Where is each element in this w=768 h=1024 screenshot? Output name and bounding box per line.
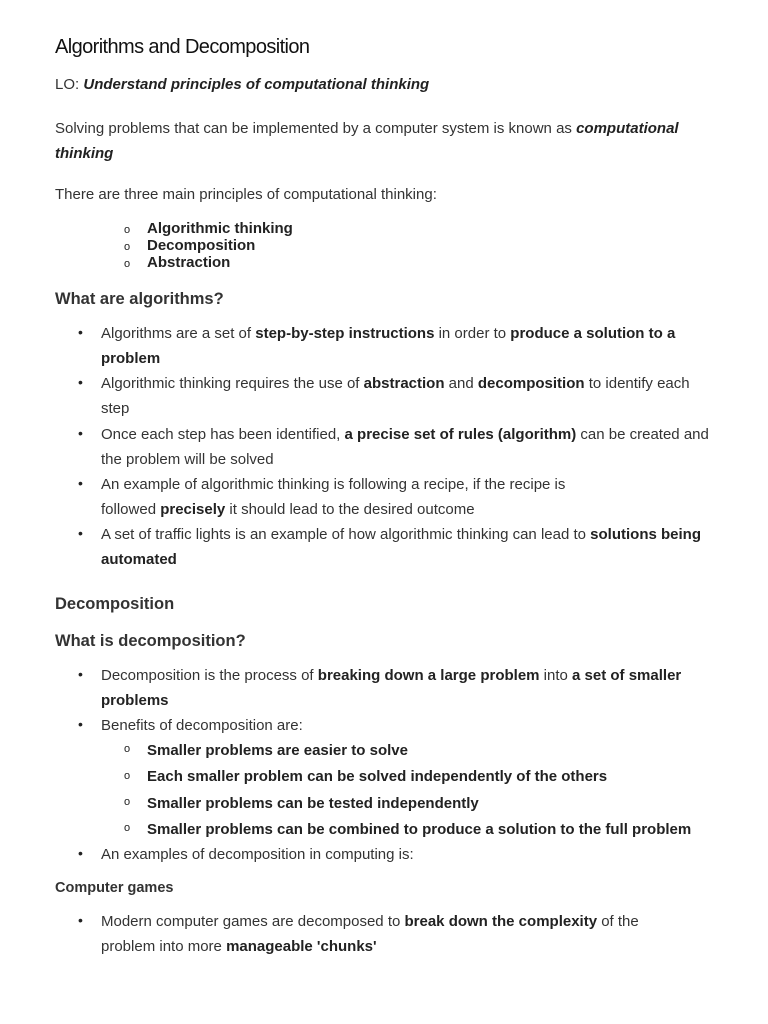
benefit-item: Each smaller problem can be solved independently of the others (147, 768, 608, 785)
section-heading: Decomposition (55, 595, 175, 613)
subsection-heading: Computer games (55, 880, 174, 896)
list-bullet (124, 224, 130, 236)
list-bullet (124, 258, 130, 270)
subsection-heading: What is decomposition? (55, 632, 246, 650)
list-item: Decomposition is the process of breaking down a large problem into a set of smaller problems (101, 667, 682, 709)
list-item: A set of traffic lights is an example of how algorithmic thinking can lead to solutions being automated (101, 526, 701, 568)
list-item: An examples of decomposition in computing is: (101, 846, 414, 863)
benefit-item: Smaller problems can be combined to produce a solution to the full problem (147, 821, 692, 838)
intro-paragraph: Solving problems that can be implemented by a computer system is known as computational thinking (55, 120, 679, 162)
list-item: Benefits of decomposition are: (101, 717, 303, 734)
list-bullet (78, 845, 83, 862)
page-title: Algorithms and Decomposition (55, 36, 310, 58)
benefit-item: Smaller problems are easier to solve (147, 742, 408, 759)
list-bullet (78, 374, 83, 391)
list-bullet (124, 241, 130, 253)
list-bullet (124, 770, 130, 782)
list-bullet (124, 822, 130, 834)
list-item: Modern computer games are decomposed to break down the complexity of the problem into more manageable 'chunks' (101, 913, 639, 955)
benefit-item: Smaller problems can be tested independently (147, 795, 479, 812)
list-item: An example of algorithmic thinking is following a recipe, if the recipe is followed precisely it should lead to the desired outcome (101, 476, 566, 518)
list-item: Algorithmic thinking requires the use of abstraction and decomposition to identify each step (101, 375, 690, 417)
principle-item: Decomposition (147, 237, 256, 254)
list-bullet (78, 475, 83, 492)
list-item: Once each step has been identified, a precise set of rules (algorithm) can be created and the problem will be solved (101, 426, 709, 468)
list-bullet (78, 716, 83, 733)
principle-item: Abstraction (147, 254, 231, 271)
list-bullet (124, 796, 130, 808)
section-heading: What are algorithms? (55, 290, 224, 308)
list-bullet (78, 425, 83, 442)
principles-intro: There are three main principles of computational thinking: (55, 186, 437, 203)
list-bullet (78, 525, 83, 542)
list-bullet (78, 912, 83, 929)
list-bullet (124, 743, 130, 755)
list-bullet (78, 324, 83, 341)
list-bullet (78, 666, 83, 683)
principle-item: Algorithmic thinking (147, 220, 293, 237)
list-item: Algorithms are a set of step-by-step instructions in order to produce a solution to a problem (101, 325, 676, 367)
learning-objective: LO: Understand principles of computational thinking (55, 76, 430, 93)
